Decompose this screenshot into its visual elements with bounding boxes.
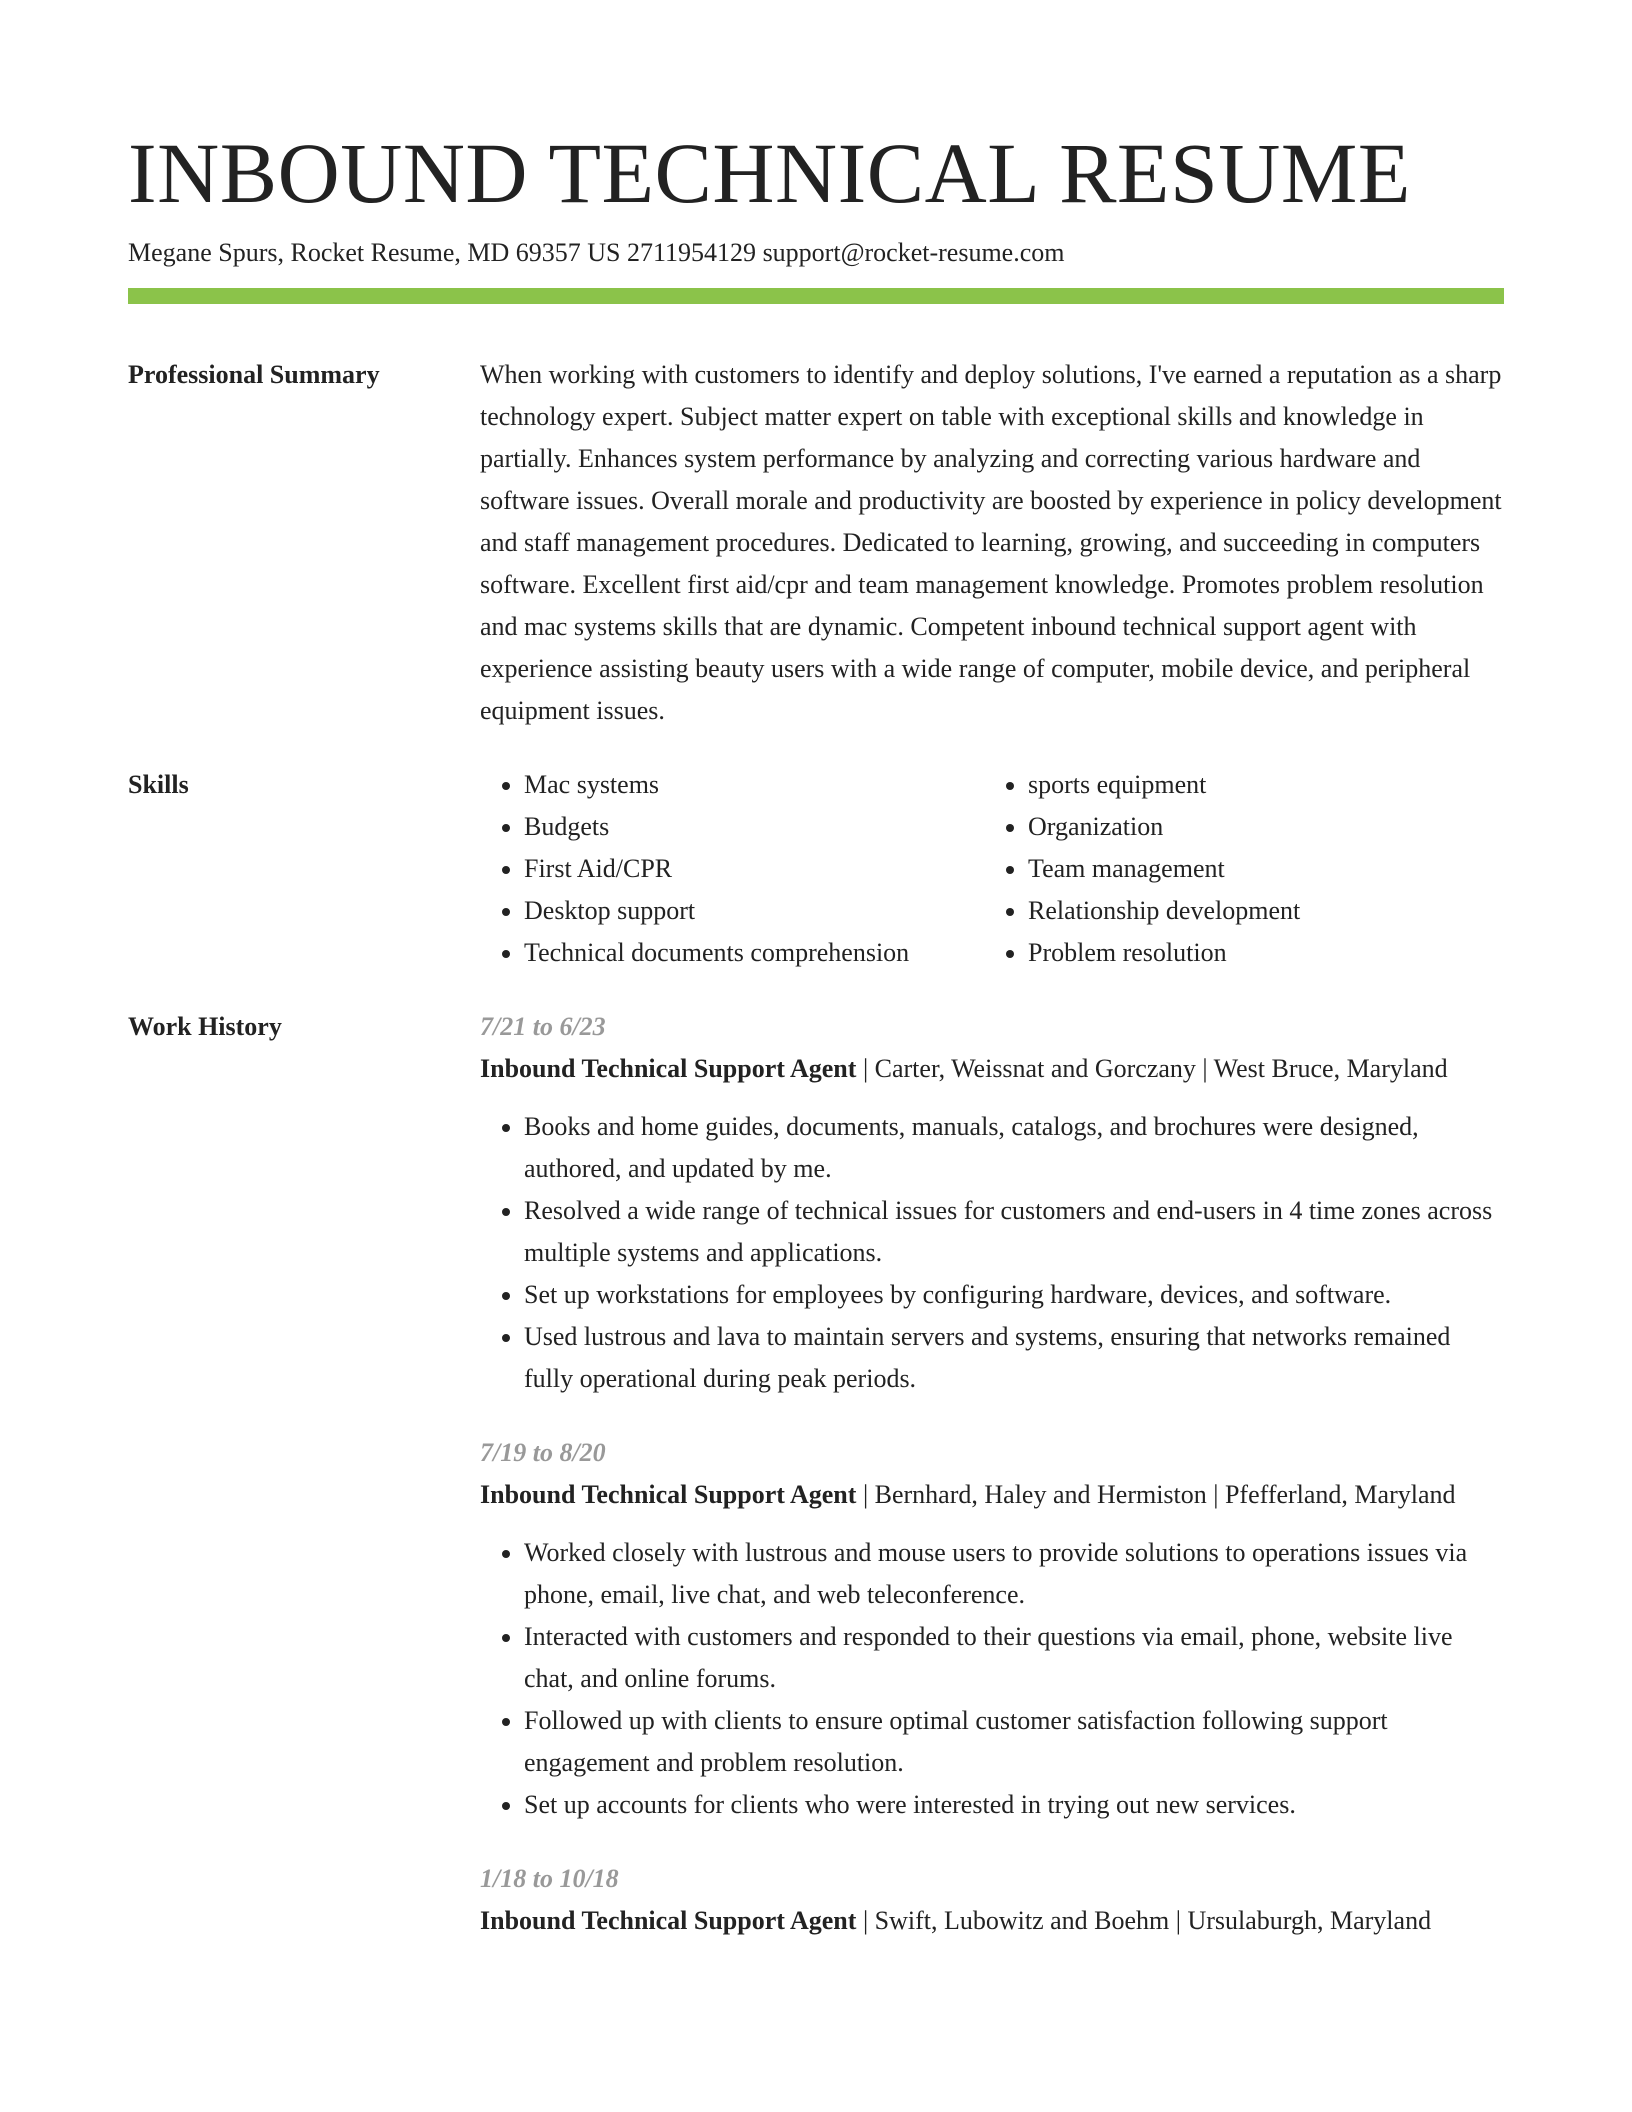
skill-item: • Desktop support: [524, 890, 984, 932]
skill-item: • sports equipment: [1028, 764, 1488, 806]
job-title: Inbound Technical Support Agent: [480, 1906, 857, 1935]
job-bullets: [480, 1106, 1504, 1400]
job-entry: [480, 1858, 1504, 1942]
job-bullet: • Interacted with customers and responded to their questions via email, phone, website live chat, and online forums.: [524, 1616, 1504, 1700]
job-bullet: • Used lustrous and lava to maintain servers and systems, ensuring that networks remained fully operational during peak periods.: [524, 1316, 1504, 1400]
skill-item: • First Aid/CPR: [524, 848, 984, 890]
job-bullets: [480, 1532, 1504, 1826]
work-history-section: [128, 1006, 1504, 1942]
skills-grid: [480, 764, 1504, 974]
job-details: | Carter, Weissnat and Gorczany | West Bruce, Maryland: [856, 1054, 1448, 1083]
skill-item: • Technical documents comprehension: [524, 932, 984, 974]
skill-item: • Organization: [1028, 806, 1488, 848]
skills-column-right: [984, 764, 1488, 974]
job-title: Inbound Technical Support Agent: [480, 1480, 857, 1509]
job-entry: [480, 1432, 1504, 1826]
job-dates: 1/18 to 10/18: [480, 1864, 619, 1893]
skill-item: • Budgets: [524, 806, 984, 848]
skill-item: • Team management: [1028, 848, 1488, 890]
job-heading: [480, 1048, 1504, 1090]
contact-line: [128, 236, 1504, 270]
job-bullet: • Resolved a wide range of technical issues for customers and end-users in 4 time zones across multiple systems and applications.: [524, 1190, 1504, 1274]
job-bullet: • Books and home guides, documents, manuals, catalogs, and brochures were designed, authored, and updated by me.: [524, 1106, 1504, 1190]
section-label-summary: Professional Summary: [128, 360, 380, 389]
summary-section: [128, 354, 1504, 732]
job-bullet: • Set up workstations for employees by configuring hardware, devices, and software.: [524, 1274, 1504, 1316]
job-dates: 7/19 to 8/20: [480, 1438, 606, 1467]
section-label-skills: Skills: [128, 770, 189, 799]
contact-phone: 2711954129: [627, 238, 757, 267]
job-heading: [480, 1900, 1504, 1942]
header-divider: [128, 288, 1504, 304]
job-bullet: • Worked closely with lustrous and mouse users to provide solutions to operations issues via phone, email, live chat, and web teleconference.: [524, 1532, 1504, 1616]
summary-text: When working with customers to identify and deploy solutions, I've earned a reputation as a sharp technology expert. Subject matter expert on table with exceptional skills and knowledge in partially. Enhances system performance by analyzing and correcting various hardware and software issues. Overall morale and productivity are boosted by experience in policy development and staff management procedures. Dedicated to learning, growing, and succeeding in computers software. Excellent first aid/cpr and team management knowledge. Promotes problem resolution and mac systems skills that are dynamic. Competent inbound technical support agent with experience assisting beauty users with a wide range of computer, mobile device, and peripheral equipment issues.: [480, 360, 1502, 725]
job-dates: 7/21 to 6/23: [480, 1012, 606, 1041]
resume-title: INBOUND TECHNICAL RESUME: [128, 125, 1411, 221]
job-heading: [480, 1474, 1504, 1516]
skills-column-left: [480, 764, 984, 974]
job-title: Inbound Technical Support Agent: [480, 1054, 857, 1083]
job-details: | Swift, Lubowitz and Boehm | Ursulaburgh, Maryland: [856, 1906, 1432, 1935]
skill-item: • Problem resolution: [1028, 932, 1488, 974]
job-bullet: • Set up accounts for clients who were interested in trying out new services.: [524, 1784, 1504, 1826]
job-details: | Bernhard, Haley and Hermiston | Pfefferland, Maryland: [856, 1480, 1456, 1509]
skill-item: • Mac systems: [524, 764, 984, 806]
contact-email: support@rocket-resume.com: [762, 238, 1065, 267]
contact-address: Megane Spurs, Rocket Resume, MD 69357 US: [128, 238, 621, 267]
job-entry: [480, 1006, 1504, 1400]
job-bullet: • Followed up with clients to ensure optimal customer satisfaction following support engagement and problem resolution.: [524, 1700, 1504, 1784]
resume-page: [128, 118, 1504, 1942]
skills-section: [128, 764, 1504, 974]
section-label-work-history: Work History: [128, 1012, 282, 1041]
skill-item: • Relationship development: [1028, 890, 1488, 932]
